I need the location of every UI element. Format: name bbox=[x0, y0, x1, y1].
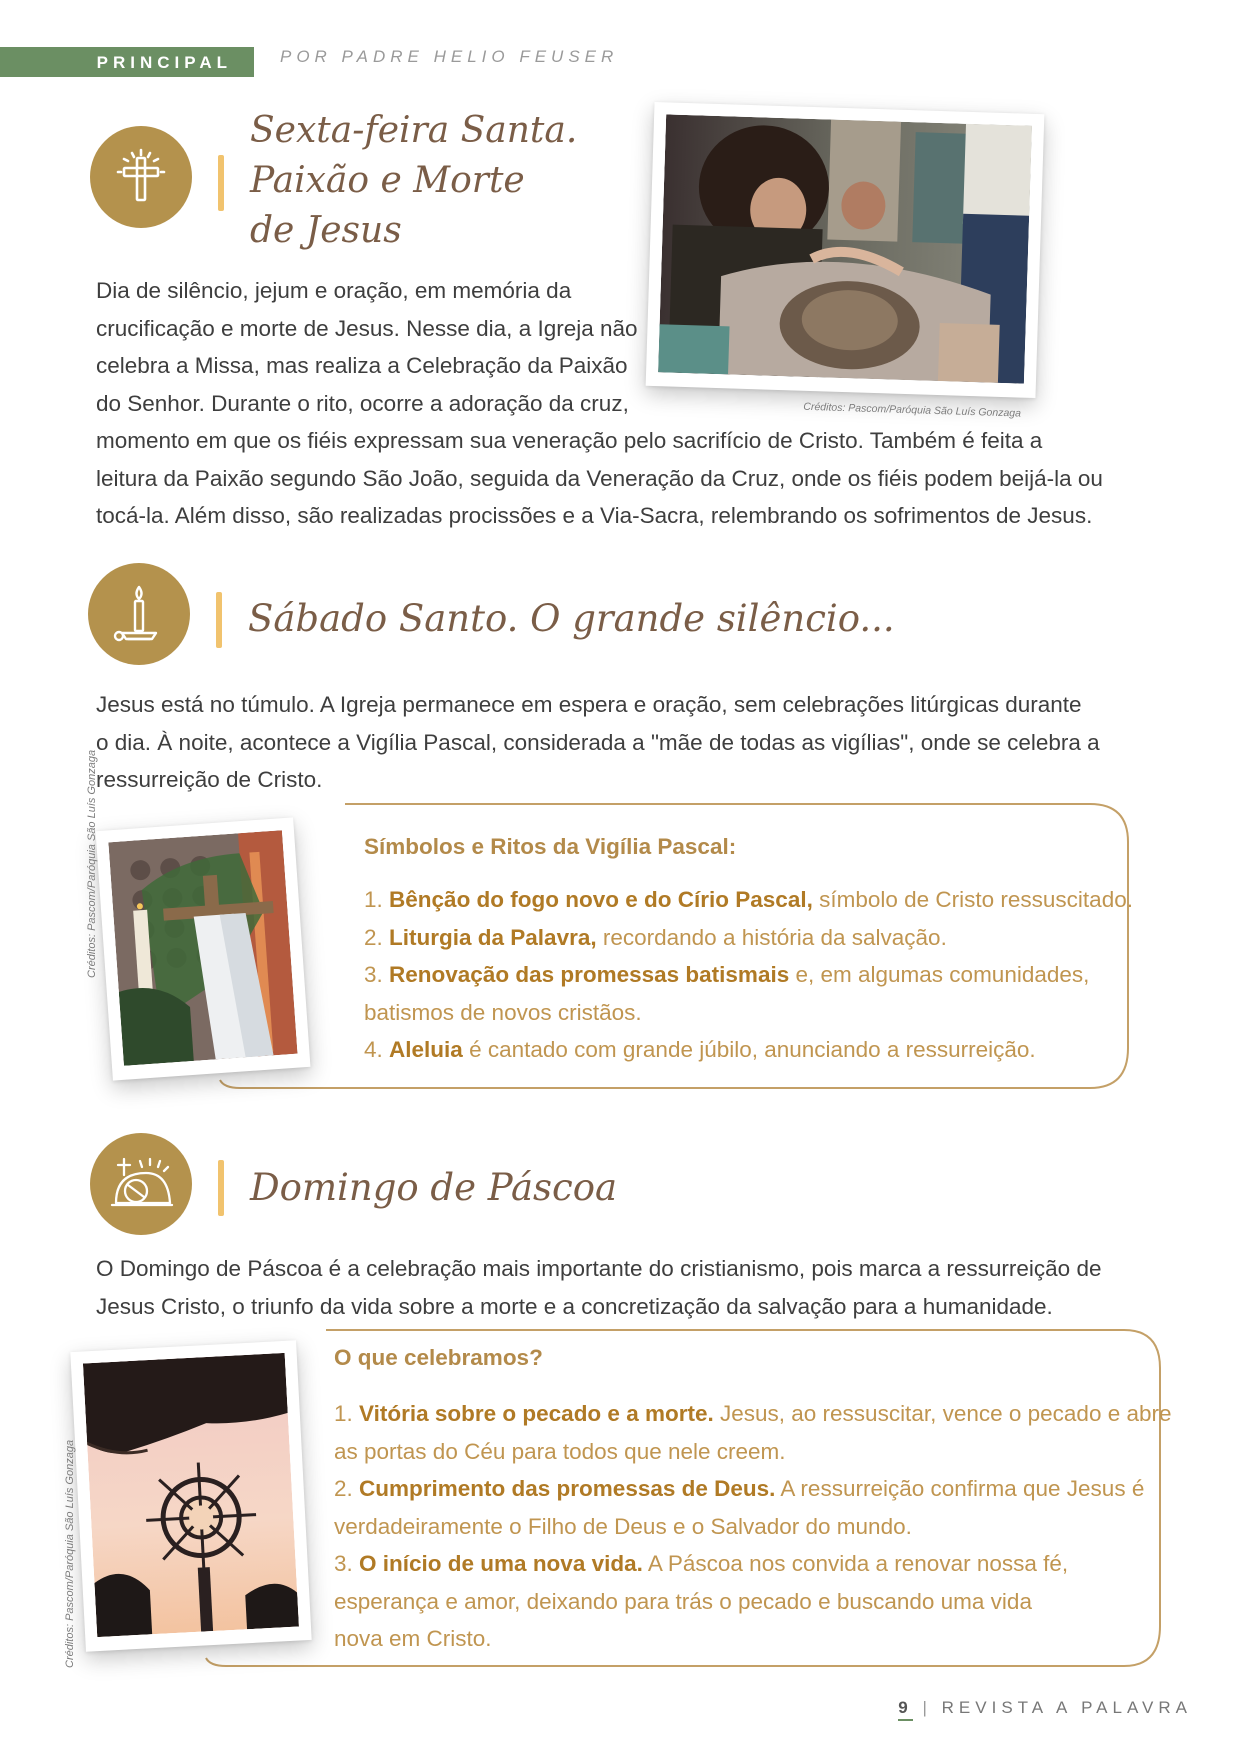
footer-separator: | bbox=[922, 1698, 932, 1717]
photo-credit: Créditos: Pascom/Paróquia São Luís Gonzaga bbox=[803, 400, 1022, 420]
page-footer bbox=[898, 1698, 1192, 1718]
vigil-photo bbox=[96, 817, 311, 1080]
candle-icon bbox=[88, 563, 190, 665]
list-item: 3. Renovação das promessas batismais e, em algumas comunidades, bbox=[364, 962, 1090, 987]
saturday-title: Sábado Santo. O grande silêncio... bbox=[248, 597, 895, 640]
sunday-title: Domingo de Páscoa bbox=[250, 1166, 618, 1209]
vigil-box-title: Símbolos e Ritos da Vigília Pascal: bbox=[364, 834, 737, 859]
vigil-rites-list: 1. Bênção do fogo novo e do Círio Pascal, símbolo de Cristo ressuscitado. 2. Liturgia da Palavra, recordando a história da salvação. 3. Renovação das promessas batismais e, em algumas comunidades, batismos de novos cristãos. 4. Aleluia é cantado com grande júbilo, anunciando a ressurreição. bbox=[364, 881, 1133, 1069]
celebrate-box-title: O que celebramos? bbox=[334, 1345, 543, 1370]
list-item: 1. Vitória sobre o pecado e a morte. Jesus, ao ressuscitar, vence o pecado e abre bbox=[334, 1401, 1172, 1426]
sunday-text: O Domingo de Páscoa é a celebração mais importante do cristianismo, pois marca a ressurreição de Jesus Cristo, o triunfo da vida sobre a morte e a concretização da salvação para a humanidade. bbox=[96, 1256, 1102, 1319]
easter-photo bbox=[70, 1340, 311, 1651]
friday-title: Sexta-feira Santa. Paixão e Morte de Jesus bbox=[250, 110, 578, 251]
friday-text: Dia de silêncio, jejum e oração, em memória da crucificação e morte de Jesus. Nesse dia, a Igreja não celebra a Missa, mas realiza a Celebração da Paixão do Senhor. Durante o rito, ocorre a adoração da cruz, momento em que os fiéis expressam sua veneração pelo sacrifício de Cristo. Também é feita a leitura da Paixão segundo São João, seguida da Veneração da Cruz, onde os fiéis podem beijá-la ou tocá-la. Além disso, são realizadas procissões e a Via-Sacra, relembrando os sofrimentos de Jesus. bbox=[96, 278, 1103, 528]
list-item: 4. Aleluia é cantado com grande júbilo, anunciando a ressurreição. bbox=[364, 1037, 1036, 1062]
empty-tomb-icon bbox=[90, 1133, 192, 1235]
celebrate-list: 1. Vitória sobre o pecado e a morte. Jesus, ao ressuscitar, vence o pecado e abre as portas do Céu para todos que nele creem. 2. Cumprimento das promessas de Deus. A ressurreição confirma que Jesus é verdadeiramente o Filho de Deus e o Salvador do mundo. 3. O início de uma nova vida. A Páscoa nos convida a renovar nossa fé, esperança e amor, deixando para trás o pecado e buscando uma vida nova em Cristo. bbox=[334, 1395, 1172, 1658]
heading-accent-bar bbox=[218, 155, 224, 211]
photo-credit: Créditos: Pascom/Paróquia São Luís Gonzaga bbox=[64, 1439, 76, 1668]
photo-credit: Créditos: Pascom/Paróquia São Luís Gonzaga bbox=[86, 749, 98, 978]
list-item: 2. Liturgia da Palavra, recordando a história da salvação. bbox=[364, 924, 947, 950]
saturday-text: Jesus está no túmulo. A Igreja permanece em espera e oração, sem celebrações litúrgicas durante o dia. À noite, acontece a Vigília Pascal, considerada a "mãe de todas as vigílias", onde se celebra a ressurreição de Cristo. bbox=[96, 692, 1100, 792]
magazine-name: REVISTA A PALAVRA bbox=[941, 1698, 1192, 1717]
list-item: 2. Cumprimento das promessas de Deus. A ressurreição confirma que Jesus é bbox=[334, 1476, 1145, 1501]
list-item: 3. O início de uma nova vida. A Páscoa nos convida a renovar nossa fé, bbox=[334, 1551, 1069, 1576]
cross-icon bbox=[90, 126, 192, 228]
list-item: 1. Bênção do fogo novo e do Círio Pascal, símbolo de Cristo ressuscitado. bbox=[364, 887, 1133, 912]
section-tag: PRINCIPAL bbox=[0, 47, 254, 77]
author-byline: POR PADRE HELIO FEUSER bbox=[280, 47, 619, 66]
heading-accent-bar bbox=[216, 592, 222, 648]
page-number: 9 bbox=[898, 1698, 912, 1721]
heading-accent-bar bbox=[218, 1160, 224, 1216]
